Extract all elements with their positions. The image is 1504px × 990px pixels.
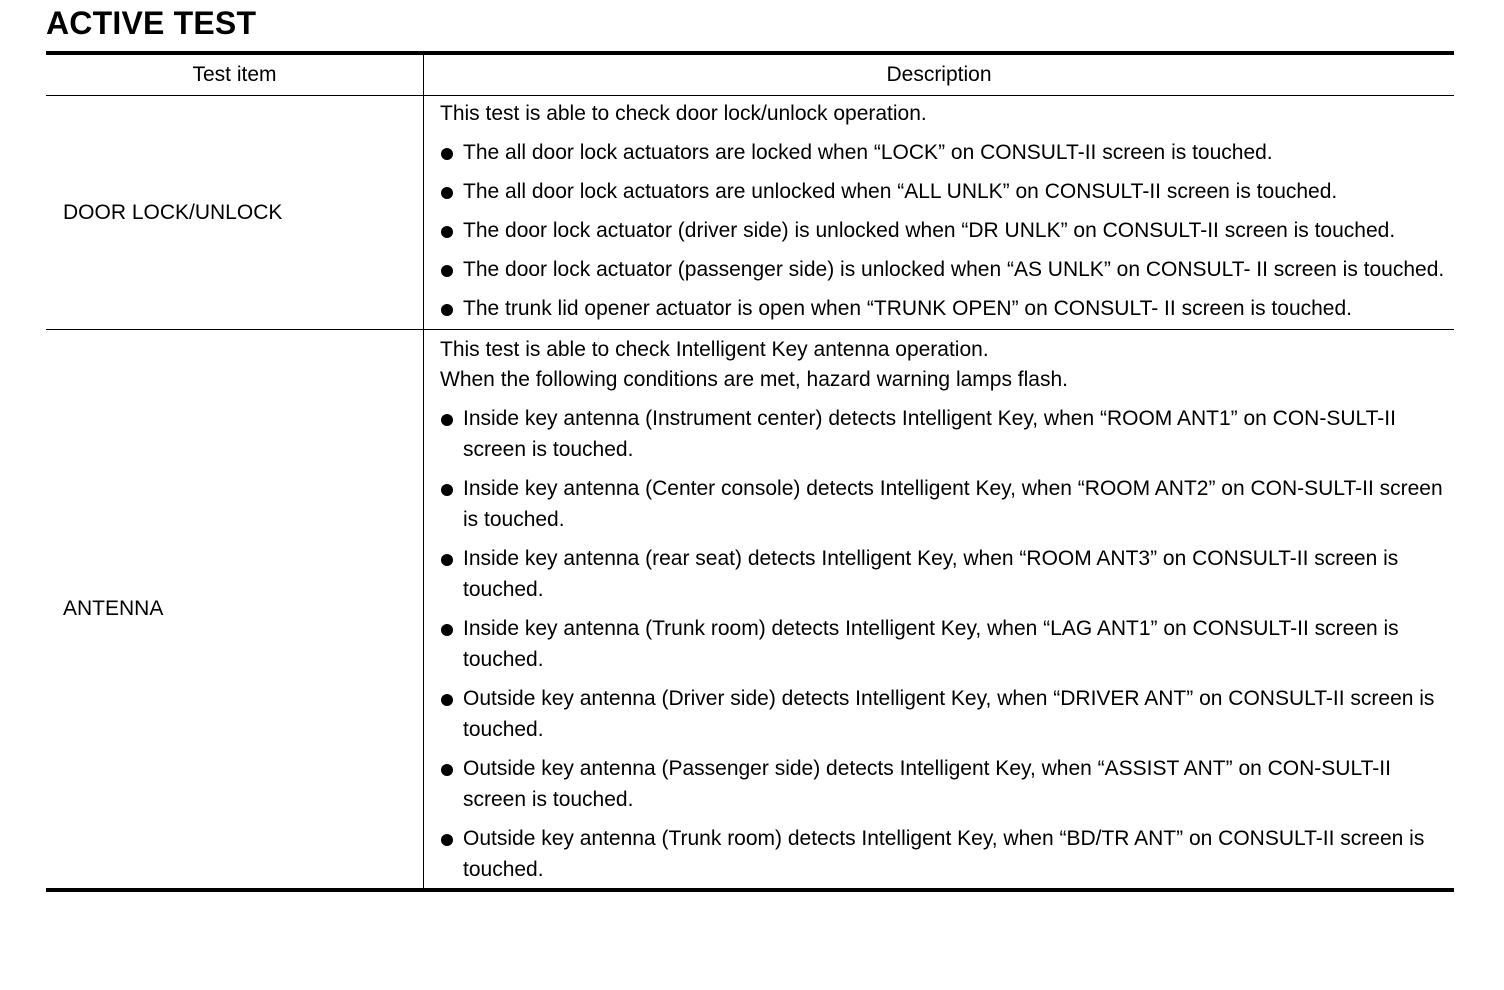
bullet-icon xyxy=(441,226,453,238)
bullet-icon xyxy=(441,187,453,199)
bullet-text: The all door lock actuators are unlocked when “ALL UNLK” on CONSULT-II screen is touched. xyxy=(463,180,1338,203)
description-intro: This test is able to check door lock/unlock operation. xyxy=(440,102,927,125)
description-cell xyxy=(424,96,1454,329)
bullet-text: Inside key antenna (Center console) detects Intelligent Key, when “ROOM ANT2” on CON-SULT-II screen is touched. xyxy=(463,477,1443,531)
bullet-icon xyxy=(441,624,453,636)
table-header-row xyxy=(46,55,1454,95)
description-bullets xyxy=(440,403,1446,885)
header-description: Description xyxy=(886,63,992,86)
header-test-item: Test item xyxy=(46,55,424,95)
table-row xyxy=(46,329,1454,888)
list-item xyxy=(440,473,1446,535)
bullet-icon xyxy=(441,834,453,846)
bullet-icon xyxy=(441,265,453,277)
bullet-text: Inside key antenna (Instrument center) detects Intelligent Key, when “ROOM ANT1” on CON-SULT-II screen is touched. xyxy=(463,407,1396,461)
list-item xyxy=(440,254,1446,285)
bullet-text: Outside key antenna (Trunk room) detects Intelligent Key, when “BD/TR ANT” on CONSULT-II screen is touched. xyxy=(463,827,1425,881)
bullet-text: Inside key antenna (rear seat) detects Intelligent Key, when “ROOM ANT3” on CONSULT-II screen is touched. xyxy=(463,547,1399,601)
test-item-cell: DOOR LOCK/UNLOCK xyxy=(46,96,424,329)
description-intro: This test is able to check Intelligent Key antenna operation. xyxy=(440,338,989,361)
bullet-text: The door lock actuator (passenger side) is unlocked when “AS UNLK” on CONSULT- II screen is touched. xyxy=(463,258,1445,281)
bullet-text: Outside key antenna (Passenger side) detects Intelligent Key, when “ASSIST ANT” on CON-SULT-II screen is touched. xyxy=(463,757,1391,811)
page-title: ACTIVE TEST xyxy=(46,5,257,41)
list-item xyxy=(440,823,1446,885)
list-item xyxy=(440,293,1446,324)
list-item xyxy=(440,683,1446,745)
list-item xyxy=(440,753,1446,815)
bullet-icon xyxy=(441,148,453,160)
bullet-icon xyxy=(441,554,453,566)
list-item xyxy=(440,176,1446,207)
list-item xyxy=(440,215,1446,246)
bullet-text: Inside key antenna (Trunk room) detects Intelligent Key, when “LAG ANT1” on CONSULT-II screen is touched. xyxy=(463,617,1399,671)
list-item xyxy=(440,613,1446,675)
bullet-icon xyxy=(441,764,453,776)
bullet-icon xyxy=(441,414,453,426)
list-item xyxy=(440,543,1446,605)
bullet-icon xyxy=(441,694,453,706)
list-item xyxy=(440,403,1446,465)
bullet-text: The trunk lid opener actuator is open when “TRUNK OPEN” on CONSULT- II screen is touched. xyxy=(463,297,1352,320)
active-test-table xyxy=(46,51,1454,892)
description-cell xyxy=(424,330,1454,888)
bullet-text: The door lock actuator (driver side) is unlocked when “DR UNLK” on CONSULT-II screen is touched. xyxy=(463,219,1396,242)
table-row xyxy=(46,95,1454,329)
bullet-text: Outside key antenna (Driver side) detects Intelligent Key, when “DRIVER ANT” on CONSULT-II screen is touched. xyxy=(463,687,1435,741)
description-bullets xyxy=(440,137,1446,324)
list-item xyxy=(440,137,1446,168)
description-intro: When the following conditions are met, hazard warning lamps flash. xyxy=(440,368,1068,391)
bullet-icon xyxy=(441,304,453,316)
bullet-icon xyxy=(441,484,453,496)
test-item-cell: ANTENNA xyxy=(46,330,424,888)
bullet-text: The all door lock actuators are locked when “LOCK” on CONSULT-II screen is touched. xyxy=(463,141,1273,164)
